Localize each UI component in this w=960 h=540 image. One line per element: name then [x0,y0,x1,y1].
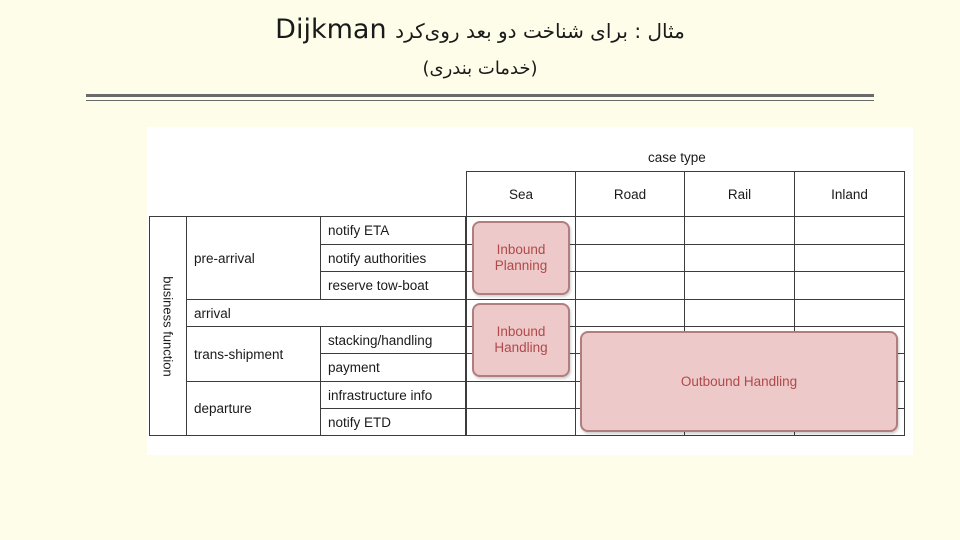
grid-cell [794,271,905,300]
group-pre-arrival: pre-arrival [186,216,321,300]
region-inbound-planning-line1: Inbound [496,242,546,257]
group-arrival: arrival [186,299,466,327]
region-inbound-planning [472,221,570,295]
region-inbound-planning-line2: Planning [494,258,548,273]
grid-cell [466,381,576,409]
title-divider [86,94,874,97]
grid-cell [684,271,795,300]
grid-cell [684,299,795,327]
grid-cell [794,299,905,327]
column-header-road: Road [575,171,685,217]
group-departure: departure [186,381,321,436]
function-reserve-tow-boat: reserve tow-boat [320,271,466,300]
group-trans-shipment: trans-shipment [186,326,321,382]
grid-cell [575,244,685,272]
slide-subtitle: (خدمات بندری) [422,58,538,79]
grid-cell [794,216,905,245]
case-type-label: case type [648,150,706,165]
slide-title [0,14,960,45]
grid-cell [575,299,685,327]
region-inbound-handling-line2: Handling [494,340,548,355]
column-header-inland: Inland [794,171,905,217]
region-inbound-handling [472,303,570,377]
region-outbound-handling-label: Outbound Handling [680,373,798,389]
region-inbound-handling-line1: Inbound [496,324,546,339]
title-persian: مثال : برای شناخت دو بعد روی‌کرد [395,19,685,43]
grid-cell [684,216,795,245]
title-divider-thin [86,100,874,101]
function-notify-eta: notify ETA [320,216,466,245]
grid-cell [684,244,795,272]
grid-cell [575,216,685,245]
function-notify-etd: notify ETD [320,408,466,436]
grid-cell [466,408,576,436]
function-stacking-handling: stacking/handling [320,326,466,354]
function-payment: payment [320,353,466,382]
function-infrastructure-info: infrastructure info [320,381,466,409]
grid-cell [794,244,905,272]
region-outbound-handling [580,331,898,432]
title-author: Dijkman [275,14,387,45]
grid-cell [575,271,685,300]
column-header-rail: Rail [684,171,795,217]
business-function-label: business function [160,275,176,377]
column-header-sea: Sea [466,171,576,217]
function-notify-authorities: notify authorities [320,244,466,272]
